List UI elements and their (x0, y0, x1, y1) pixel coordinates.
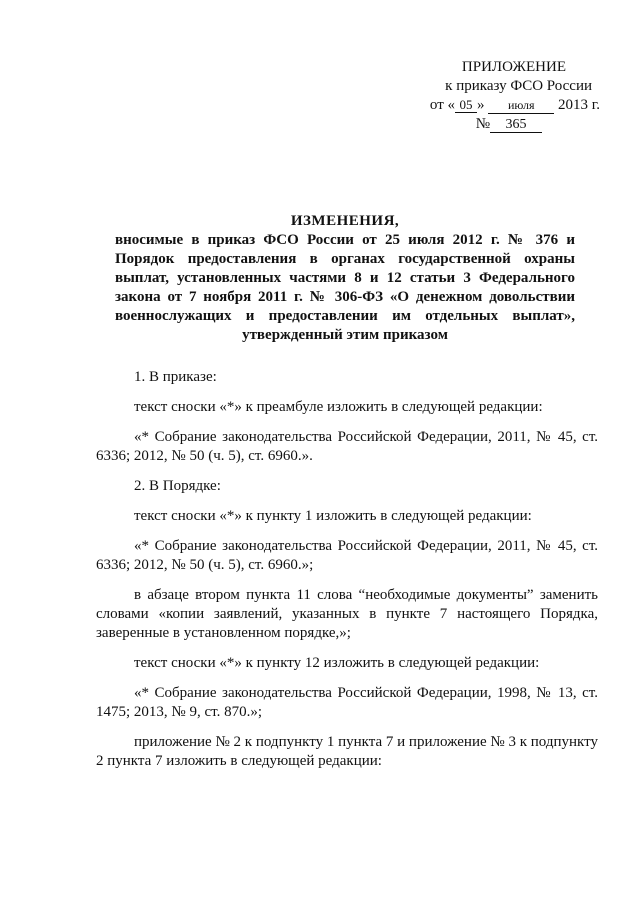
paragraph-2: текст сноски «*» к преамбуле изложить в следующей редакции: (134, 399, 543, 415)
date-month: июля (488, 98, 554, 114)
number-prefix: № (475, 116, 490, 132)
paragraph-3: «* Собрание законодательства Российской Федерации, 2011, № 45, ст. 6336; 2012, № 50 (ч. 5), ст. 6960.». (96, 429, 598, 464)
document-body (96, 368, 598, 771)
document-heading (115, 212, 575, 345)
paragraph-5: текст сноски «*» к пункту 1 изложить в следующей редакции: (134, 508, 532, 524)
paragraph-6: «* Собрание законодательства Российской Федерации, 2011, № 45, ст. 6336; 2012, № 50 (ч. 5), ст. 6960.»; (96, 538, 598, 573)
appendix-block (390, 58, 600, 134)
paragraph-4: 2. В Порядке: (134, 478, 221, 494)
paragraph-7: в абзаце втором пункта 11 слова “необходимые документы” заменить словами «копии заявлений, указанных в пункте 7 настоящего Порядка, заверенные в установленном порядке,»; (96, 587, 598, 641)
appendix-order-ref: к приказу ФСО России (445, 78, 592, 94)
heading-subtitle: вносимые в приказ ФСО России от 25 июля 2012 г. № 376 и Порядок предоставления в органах государственной охраны выплат, установленных частями 8 и 12 статьи 3 Федерального закона от 7 ноября 2011 г. № 306-ФЗ «О денежном довольствии военнослужащих и предоставлении им отдельных выплат», утвержденный этим приказом (115, 232, 575, 343)
heading-title: ИЗМЕНЕНИЯ, (290, 213, 400, 229)
paragraph-1: 1. В приказе: (134, 369, 217, 385)
number-value: 365 (490, 117, 542, 133)
appendix-number (390, 115, 600, 134)
date-mid: » (477, 97, 485, 113)
date-prefix: от « (429, 97, 456, 113)
paragraph-9: «* Собрание законодательства Российской Федерации, 1998, № 13, ст. 1475; 2013, № 9, ст. 870.»; (96, 685, 598, 720)
appendix-date (390, 96, 600, 115)
date-year: 2013 г. (558, 97, 600, 113)
paragraph-10: приложение № 2 к подпункту 1 пункта 7 и приложение № 3 к подпункту 2 пункта 7 изложить в следующей редакции: (96, 734, 598, 769)
appendix-title: ПРИЛОЖЕНИЕ (461, 59, 566, 75)
date-day: 05 (455, 97, 477, 113)
paragraph-8: текст сноски «*» к пункту 12 изложить в следующей редакции: (134, 655, 540, 671)
